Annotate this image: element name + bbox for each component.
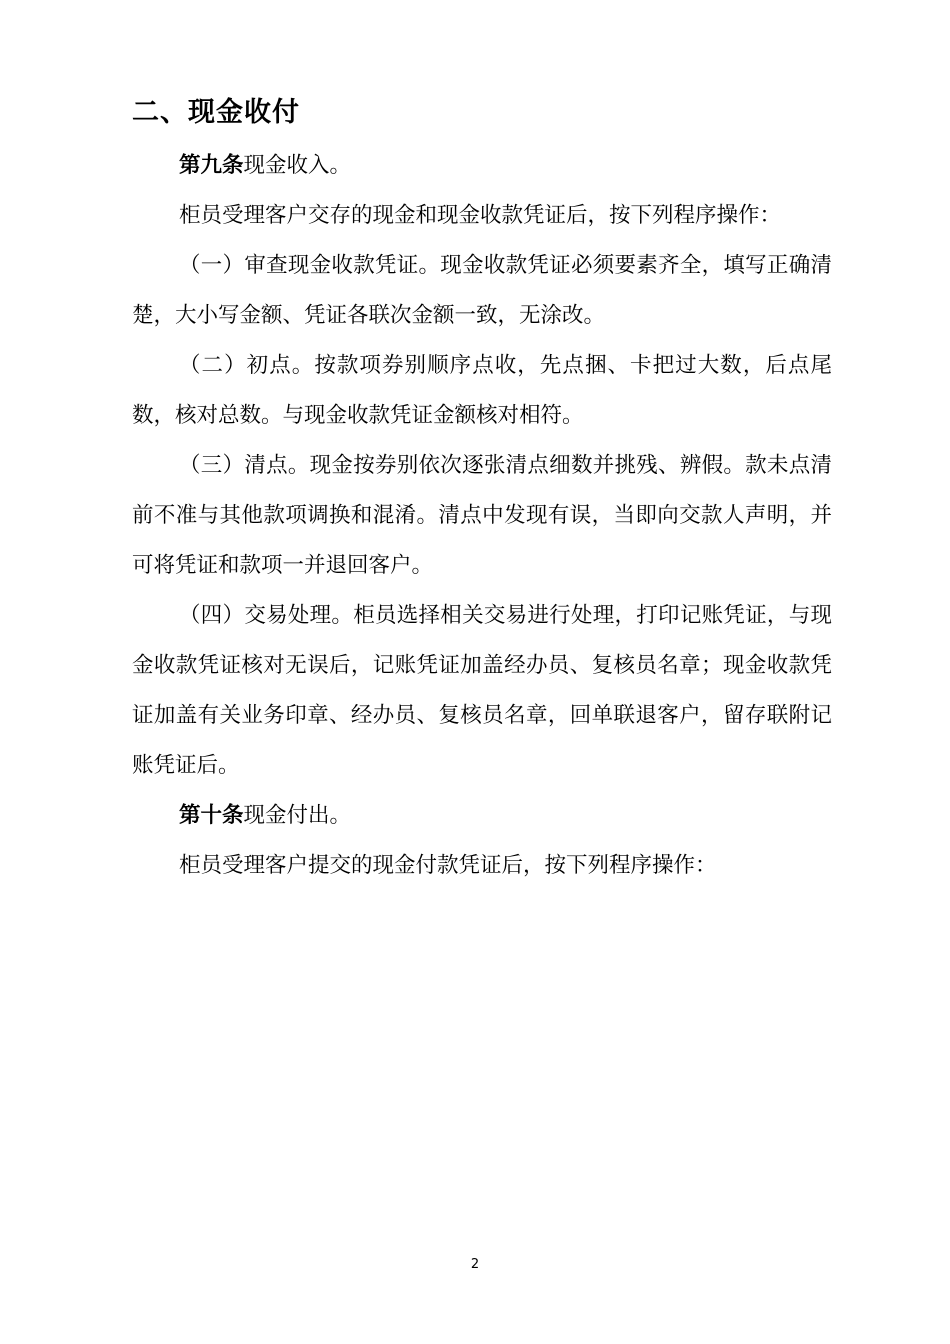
intro-paragraph-2: 柜员受理客户提交的现金付款凭证后，按下列程序操作： xyxy=(179,853,717,878)
document-body xyxy=(132,141,832,891)
article-number: 第九条 xyxy=(179,153,244,178)
step-3-paragraph: （三）清点。现金按券别依次逐张清点细数并挑残、辨假。款未点清前不准与其他款项调换和混淆。清点中发现有误，当即向交款人声明，并可将凭证和款项一并退回客户。 xyxy=(132,453,832,578)
article-10-paragraph xyxy=(132,791,832,841)
intro-paragraph: 柜员受理客户交存的现金和现金收款凭证后，按下列程序操作： xyxy=(179,203,782,228)
article-9-paragraph xyxy=(132,141,832,191)
step-4-paragraph: （四）交易处理。柜员选择相关交易进行处理，打印记账凭证，与现金收款凭证核对无误后，记账凭证加盖经办员、复核员名章；现金收款凭证加盖有关业务印章、经办员、复核员名章，回单联退客户，留存联附记账凭证后。 xyxy=(132,603,832,778)
page-number: 2 xyxy=(470,1257,480,1272)
article-number: 第十条 xyxy=(179,803,244,828)
article-title: 现金收入。 xyxy=(243,153,352,178)
step-2-paragraph: （二）初点。按款项券别顺序点收，先点捆、卡把过大数，后点尾数，核对总数。与现金收款凭证金额核对相符。 xyxy=(132,353,832,428)
section-heading: 二、现金收付 xyxy=(132,97,300,128)
step-1-paragraph: （一）审查现金收款凭证。现金收款凭证必须要素齐全，填写正确清楚，大小写金额、凭证各联次金额一致，无涂改。 xyxy=(132,253,832,328)
article-title: 现金付出。 xyxy=(243,803,352,828)
